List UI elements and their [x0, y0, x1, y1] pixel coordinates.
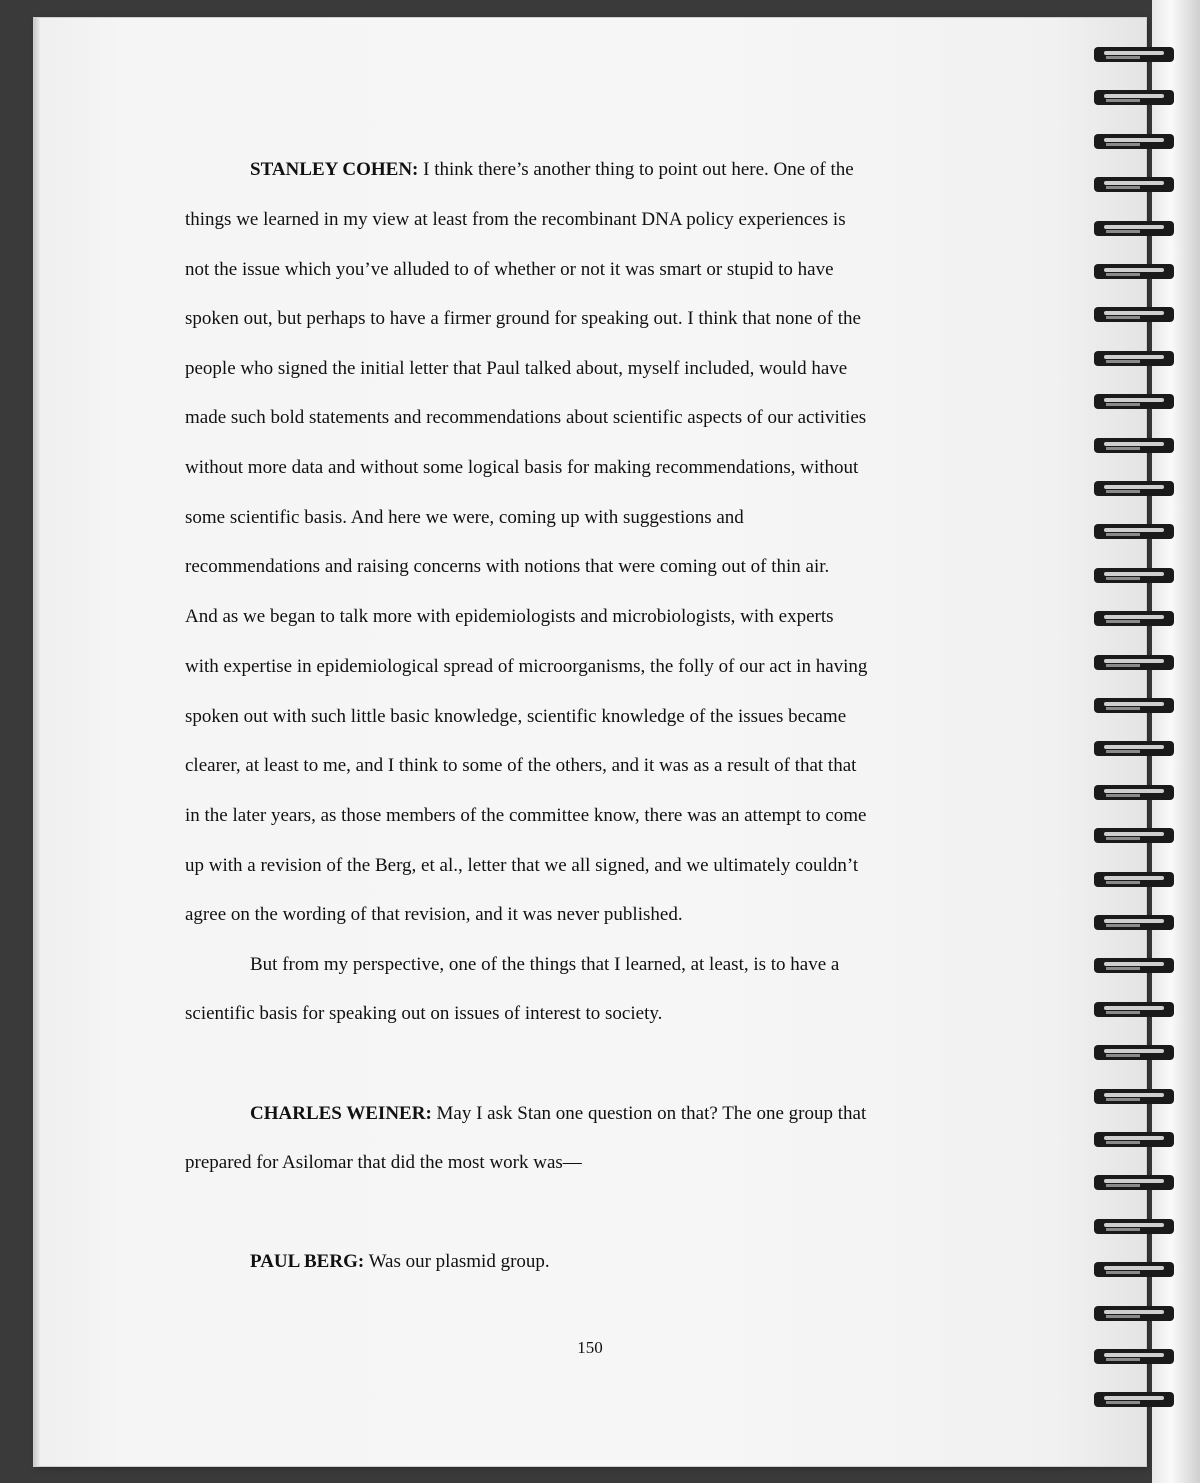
transcript-line: some scientific basis. And here we were, coming up with suggestions and: [185, 507, 744, 528]
transcript-line: And as we began to talk more with epidemiologists and microbiologists, with experts: [185, 606, 834, 627]
transcript-line: spoken out with such little basic knowledge, scientific knowledge of the issues became: [185, 706, 847, 727]
binding-coil: [1094, 131, 1176, 151]
binding-coil: [1094, 695, 1176, 715]
binding-coil: [1094, 1129, 1176, 1149]
binding-coil: [1094, 1303, 1176, 1323]
line-text: I think there’s another thing to point out here. One of the: [418, 159, 854, 180]
speaker-name: STANLEY COHEN:: [250, 159, 419, 180]
transcript-line: scientific basis for speaking out on issues of interest to society.: [185, 1003, 663, 1024]
binding-coil: [1094, 1346, 1176, 1366]
binding-coil: [1094, 304, 1176, 324]
binding-coil: [1094, 782, 1176, 802]
binding-coil: [1094, 1172, 1176, 1192]
binding-coil: [1094, 87, 1176, 107]
transcript-line: spoken out, but perhaps to have a firmer ground for speaking out. I think that none of the: [185, 308, 861, 329]
transcript-line: [250, 1251, 550, 1273]
transcript-line: things we learned in my view at least from the recombinant DNA policy experiences is: [185, 209, 846, 230]
transcript-line: without more data and without some logical basis for making recommendations, without: [185, 457, 859, 478]
binding-coil: [1094, 912, 1176, 932]
binding-coil: [1094, 1259, 1176, 1279]
binding-coil: [1094, 869, 1176, 889]
notebook-page: [34, 18, 1146, 1466]
binding-coil: [1094, 478, 1176, 498]
binding-coil: [1094, 608, 1176, 628]
transcript-line: prepared for Asilomar that did the most work was—: [185, 1152, 582, 1173]
binding-coil: [1094, 521, 1176, 541]
binding-coil: [1094, 435, 1176, 455]
binding-coil: [1094, 391, 1176, 411]
binding-coil: [1094, 955, 1176, 975]
line-text: Was our plasmid group.: [364, 1251, 550, 1272]
transcript-line: recommendations and raising concerns with notions that were coming out of thin air.: [185, 556, 830, 577]
transcript-line: not the issue which you’ve alluded to of whether or not it was smart or stupid to have: [185, 259, 834, 280]
transcript-line: [250, 1103, 866, 1125]
binding-coil: [1094, 44, 1176, 64]
transcript-line: up with a revision of the Berg, et al., letter that we all signed, and we ultimately couldn’t: [185, 855, 859, 876]
binding-coil: [1094, 652, 1176, 672]
binding-coil: [1094, 1042, 1176, 1062]
page-edge: [34, 18, 40, 1466]
binding-coil: [1094, 825, 1176, 845]
binding-coil: [1094, 218, 1176, 238]
page-number: 150: [577, 1338, 603, 1357]
spiral-binding: [1090, 30, 1200, 1470]
transcript-line: agree on the wording of that revision, and it was never published.: [185, 904, 683, 925]
line-text: May I ask Stan one question on that? The one group that: [431, 1103, 867, 1124]
transcript-line: in the later years, as those members of the committee know, there was an attempt to come: [185, 805, 867, 826]
binding-coil: [1094, 738, 1176, 758]
speaker-name: PAUL BERG:: [250, 1251, 365, 1272]
transcript-line: made such bold statements and recommendations about scientific aspects of our activities: [185, 407, 867, 428]
transcript-line: [250, 159, 854, 181]
transcript-line: with expertise in epidemiological spread of microorganisms, the folly of our act in having: [185, 656, 868, 677]
binding-coil: [1094, 348, 1176, 368]
transcript-line: clearer, at least to me, and I think to some of the others, and it was as a result of that that: [185, 755, 857, 776]
transcript-line: But from my perspective, one of the things that I learned, at least, is to have a: [250, 954, 840, 975]
binding-coil: [1094, 565, 1176, 585]
binding-coil: [1094, 1389, 1176, 1409]
binding-coil: [1094, 1086, 1176, 1106]
transcript-line: people who signed the initial letter that Paul talked about, myself included, would have: [185, 358, 848, 379]
binding-coil: [1094, 261, 1176, 281]
binding-coil: [1094, 1216, 1176, 1236]
speaker-name: CHARLES WEINER:: [250, 1103, 432, 1124]
binding-coil: [1094, 999, 1176, 1019]
binding-coil: [1094, 174, 1176, 194]
